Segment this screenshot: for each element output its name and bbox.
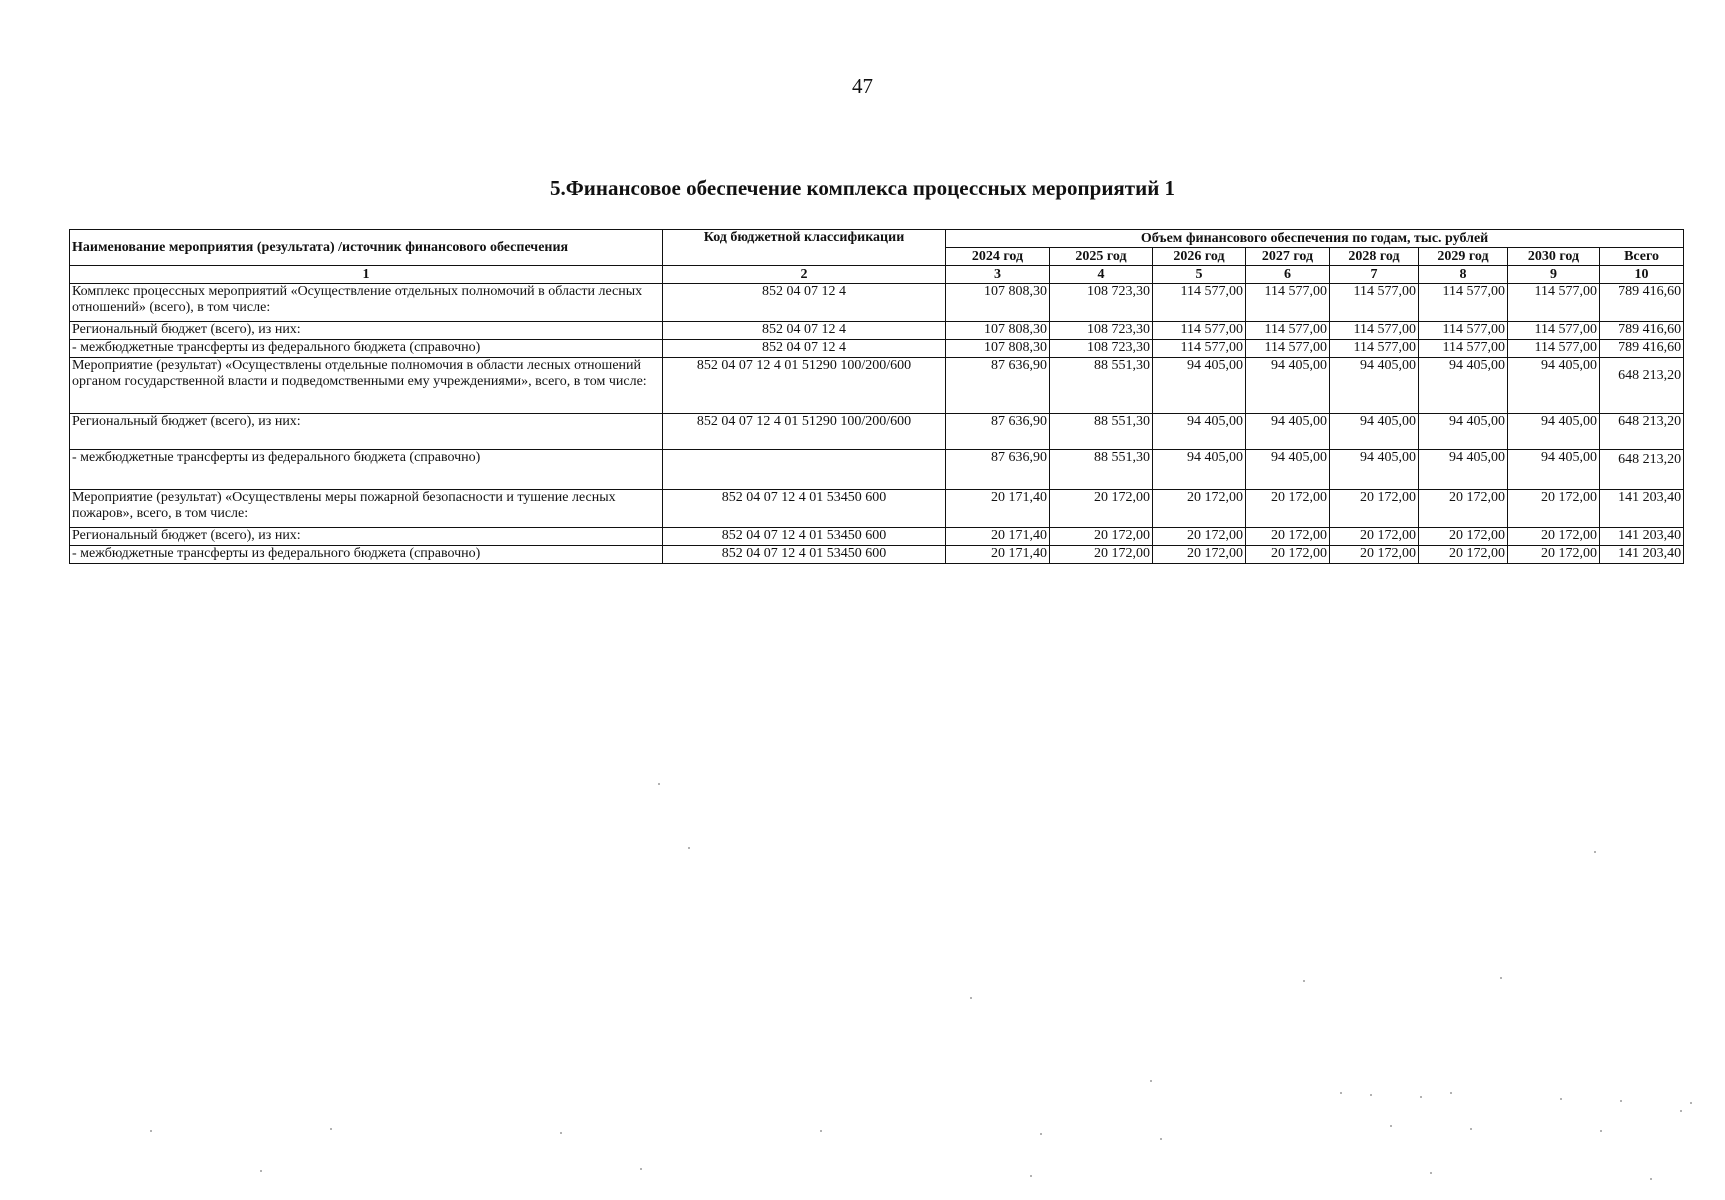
row-value: 88 551,30	[1050, 450, 1153, 490]
row-value: 88 551,30	[1050, 358, 1153, 414]
scan-speck	[1600, 1130, 1602, 1132]
row-value: 20 172,00	[1050, 546, 1153, 564]
row-value: 114 577,00	[1246, 340, 1330, 358]
row-value: 20 172,00	[1330, 546, 1419, 564]
row-total: 648 213,20	[1600, 414, 1684, 450]
row-value: 20 172,00	[1246, 546, 1330, 564]
page-number: 47	[852, 74, 873, 98]
scan-speck	[1340, 1092, 1342, 1094]
row-total: 141 203,40	[1600, 528, 1684, 546]
header-volume: Объем финансового обеспечения по годам, тыс. рублей	[946, 230, 1684, 248]
row-name: Региональный бюджет (всего), из них:	[70, 414, 663, 450]
row-value: 94 405,00	[1246, 450, 1330, 490]
row-name: - межбюджетные трансферты из федерального бюджета (справочно)	[70, 450, 663, 490]
scan-speck	[1620, 1100, 1622, 1102]
row-total: 789 416,60	[1600, 322, 1684, 340]
row-total: 141 203,40	[1600, 546, 1684, 564]
scan-speck	[150, 1130, 152, 1132]
header-year: 2025 год	[1050, 248, 1153, 266]
row-value: 20 172,00	[1508, 546, 1600, 564]
row-value: 114 577,00	[1419, 340, 1508, 358]
column-number: 9	[1508, 266, 1600, 284]
row-value: 20 172,00	[1419, 546, 1508, 564]
row-value: 20 172,00	[1050, 490, 1153, 528]
table-row	[70, 358, 1684, 414]
row-value: 20 172,00	[1153, 490, 1246, 528]
header-year: 2029 год	[1419, 248, 1508, 266]
row-value: 20 172,00	[1330, 528, 1419, 546]
header-year: 2027 год	[1246, 248, 1330, 266]
row-value: 114 577,00	[1153, 284, 1246, 322]
table-row	[70, 322, 1684, 340]
scan-speck	[260, 1170, 262, 1172]
row-name: Мероприятие (результат) «Осуществлены меры пожарной безопасности и тушение лесных пожаров», всего, в том числе:	[70, 490, 663, 528]
row-name: Региональный бюджет (всего), из них:	[70, 528, 663, 546]
row-value: 88 551,30	[1050, 414, 1153, 450]
row-value: 87 636,90	[946, 450, 1050, 490]
table-row	[70, 528, 1684, 546]
row-total: 648 213,20	[1600, 358, 1684, 414]
scan-speck	[640, 1168, 642, 1170]
header-year: 2024 год	[946, 248, 1050, 266]
row-total: 789 416,60	[1600, 340, 1684, 358]
row-value: 20 172,00	[1419, 528, 1508, 546]
row-value: 114 577,00	[1419, 322, 1508, 340]
row-value: 20 171,40	[946, 490, 1050, 528]
scan-speck	[1594, 851, 1596, 853]
scan-speck	[330, 1128, 332, 1130]
finance-table	[69, 229, 1684, 564]
column-number: 4	[1050, 266, 1153, 284]
table-row	[70, 340, 1684, 358]
row-value: 107 808,30	[946, 340, 1050, 358]
row-code	[663, 450, 946, 490]
row-value: 114 577,00	[1508, 322, 1600, 340]
row-value: 94 405,00	[1330, 414, 1419, 450]
scan-speck	[1040, 1133, 1042, 1135]
row-value: 94 405,00	[1246, 414, 1330, 450]
row-value: 20 171,40	[946, 528, 1050, 546]
scan-speck	[1450, 1092, 1452, 1094]
scan-speck	[820, 1130, 822, 1132]
row-value: 94 405,00	[1153, 358, 1246, 414]
column-number: 5	[1153, 266, 1246, 284]
row-value: 94 405,00	[1330, 450, 1419, 490]
column-number: 10	[1600, 266, 1684, 284]
header-row	[70, 230, 1684, 248]
row-total: 648 213,20	[1600, 450, 1684, 490]
row-value: 114 577,00	[1330, 284, 1419, 322]
row-value: 87 636,90	[946, 414, 1050, 450]
header-name: Наименование мероприятия (результата) /источник финансового обеспечения	[70, 230, 663, 266]
scan-speck	[1030, 1175, 1032, 1177]
row-code: 852 04 07 12 4	[663, 284, 946, 322]
row-value: 94 405,00	[1508, 450, 1600, 490]
table-row	[70, 490, 1684, 528]
scan-speck	[1650, 1178, 1652, 1180]
table-row	[70, 284, 1684, 322]
row-value: 20 172,00	[1246, 490, 1330, 528]
row-code: 852 04 07 12 4 01 51290 100/200/600	[663, 358, 946, 414]
scan-speck	[1150, 1080, 1152, 1082]
scan-speck	[1690, 1102, 1692, 1104]
row-value: 114 577,00	[1508, 284, 1600, 322]
row-code: 852 04 07 12 4	[663, 322, 946, 340]
header-year: 2028 год	[1330, 248, 1419, 266]
column-numbers-row	[70, 266, 1684, 284]
scan-speck	[1303, 980, 1305, 982]
row-value: 20 172,00	[1050, 528, 1153, 546]
row-code: 852 04 07 12 4 01 53450 600	[663, 546, 946, 564]
scan-speck	[970, 997, 972, 999]
scan-speck	[560, 1132, 562, 1134]
column-number: 1	[70, 266, 663, 284]
row-name: Комплекс процессных мероприятий «Осуществление отдельных полномочий в области лесных отношений» (всего), в том числе:	[70, 284, 663, 322]
page-title: 5.Финансовое обеспечение комплекса процессных мероприятий 1	[549, 176, 1176, 200]
table-row	[70, 546, 1684, 564]
scan-speck	[1500, 977, 1502, 979]
row-value: 20 172,00	[1153, 546, 1246, 564]
row-total: 141 203,40	[1600, 490, 1684, 528]
header-year: 2030 год	[1508, 248, 1600, 266]
row-value: 94 405,00	[1508, 358, 1600, 414]
row-value: 114 577,00	[1153, 340, 1246, 358]
row-code: 852 04 07 12 4 01 53450 600	[663, 528, 946, 546]
header-total: Всего	[1600, 248, 1684, 266]
column-number: 8	[1419, 266, 1508, 284]
row-value: 20 172,00	[1508, 528, 1600, 546]
row-code: 852 04 07 12 4	[663, 340, 946, 358]
row-value: 94 405,00	[1330, 358, 1419, 414]
row-value: 94 405,00	[1419, 450, 1508, 490]
row-value: 20 172,00	[1246, 528, 1330, 546]
scan-speck	[1420, 1096, 1422, 1098]
row-value: 87 636,90	[946, 358, 1050, 414]
row-value: 20 172,00	[1419, 490, 1508, 528]
column-number: 6	[1246, 266, 1330, 284]
row-value: 94 405,00	[1419, 414, 1508, 450]
row-value: 114 577,00	[1246, 322, 1330, 340]
row-value: 114 577,00	[1153, 322, 1246, 340]
header-code: Код бюджетной классификации	[663, 230, 946, 266]
row-value: 107 808,30	[946, 322, 1050, 340]
scan-speck	[658, 783, 660, 785]
row-value: 114 577,00	[1330, 340, 1419, 358]
column-number: 3	[946, 266, 1050, 284]
row-value: 114 577,00	[1330, 322, 1419, 340]
table-row	[70, 450, 1684, 490]
row-value: 114 577,00	[1508, 340, 1600, 358]
row-name: Региональный бюджет (всего), из них:	[70, 322, 663, 340]
header-year: 2026 год	[1153, 248, 1246, 266]
row-value: 114 577,00	[1246, 284, 1330, 322]
row-code: 852 04 07 12 4 01 53450 600	[663, 490, 946, 528]
row-total: 789 416,60	[1600, 284, 1684, 322]
table-row	[70, 414, 1684, 450]
scan-speck	[1560, 1098, 1562, 1100]
scan-speck	[1370, 1094, 1372, 1096]
row-code: 852 04 07 12 4 01 51290 100/200/600	[663, 414, 946, 450]
row-value: 94 405,00	[1153, 414, 1246, 450]
row-value: 20 172,00	[1330, 490, 1419, 528]
scan-speck	[1160, 1138, 1162, 1140]
row-value: 108 723,30	[1050, 322, 1153, 340]
column-number: 2	[663, 266, 946, 284]
row-value: 94 405,00	[1508, 414, 1600, 450]
column-number: 7	[1330, 266, 1419, 284]
scan-speck	[1680, 1110, 1682, 1112]
row-value: 94 405,00	[1246, 358, 1330, 414]
scan-speck	[1470, 1128, 1472, 1130]
row-value: 114 577,00	[1419, 284, 1508, 322]
row-value: 94 405,00	[1419, 358, 1508, 414]
row-name: Мероприятие (результат) «Осуществлены отдельные полномочия в области лесных отношений органом государственной власти и подведомственными ему учреждениями», всего, в том числе:	[70, 358, 663, 414]
row-value: 108 723,30	[1050, 340, 1153, 358]
row-value: 107 808,30	[946, 284, 1050, 322]
row-value: 108 723,30	[1050, 284, 1153, 322]
scan-speck	[688, 847, 690, 849]
scan-speck	[1430, 1172, 1432, 1174]
row-value: 94 405,00	[1153, 450, 1246, 490]
row-value: 20 171,40	[946, 546, 1050, 564]
scan-speck	[1390, 1125, 1392, 1127]
row-name: - межбюджетные трансферты из федерального бюджета (справочно)	[70, 546, 663, 564]
row-value: 20 172,00	[1153, 528, 1246, 546]
row-name: - межбюджетные трансферты из федерального бюджета (справочно)	[70, 340, 663, 358]
row-value: 20 172,00	[1508, 490, 1600, 528]
